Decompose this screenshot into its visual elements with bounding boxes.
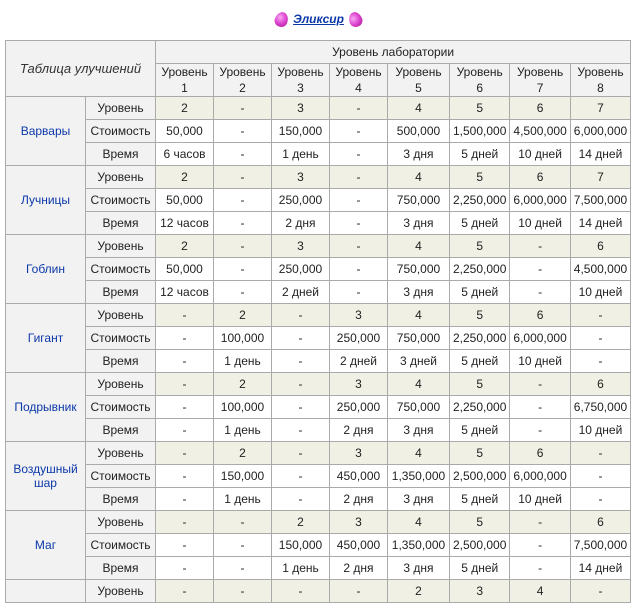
time-cell: -	[156, 419, 214, 442]
table-row	[6, 580, 631, 603]
level-cell: 4	[388, 511, 450, 534]
time-cell: -	[214, 212, 272, 235]
cost-cell: 250,000	[272, 258, 330, 281]
lab-level-word: Уровень	[456, 65, 503, 79]
cost-cell: -	[510, 258, 570, 281]
lab-level-2-header	[214, 64, 272, 97]
cost-cell: 750,000	[388, 396, 450, 419]
cost-cell: 7,500,000	[570, 534, 630, 557]
time-cell: 1 день	[214, 350, 272, 373]
row-label-time: Время	[86, 419, 156, 442]
time-cell: -	[510, 281, 570, 304]
cost-cell: 150,000	[272, 534, 330, 557]
level-cell: 2	[214, 304, 272, 327]
level-cell: -	[214, 580, 272, 603]
time-cell: -	[510, 419, 570, 442]
cost-cell: -	[214, 258, 272, 281]
level-cell: -	[214, 97, 272, 120]
lab-level-number: 6	[476, 81, 484, 95]
time-cell: 2 дней	[272, 281, 330, 304]
row-label-level: Уровень	[86, 235, 156, 258]
time-cell: 5 дней	[450, 281, 510, 304]
table-row	[6, 419, 631, 442]
cost-cell: -	[214, 120, 272, 143]
table-row	[6, 488, 631, 511]
lab-level-word: Уровень	[219, 65, 266, 79]
level-cell: 4	[388, 304, 450, 327]
cost-cell: -	[156, 534, 214, 557]
level-cell: -	[330, 97, 388, 120]
level-cell: 4	[388, 97, 450, 120]
cost-cell: -	[330, 189, 388, 212]
table-row	[6, 442, 631, 465]
time-cell: 14 дней	[570, 143, 630, 166]
cost-cell: 250,000	[330, 396, 388, 419]
time-cell: 5 дней	[450, 488, 510, 511]
cost-cell: -	[272, 396, 330, 419]
time-cell: -	[570, 488, 630, 511]
lab-level-number: 4	[355, 81, 362, 95]
table-row	[6, 373, 631, 396]
time-cell: 5 дней	[450, 350, 510, 373]
level-cell: 2	[272, 511, 330, 534]
cost-cell: -	[330, 258, 388, 281]
row-label-time: Время	[86, 212, 156, 235]
cost-cell: 6,000,000	[510, 327, 570, 350]
time-cell: 10 дней	[570, 281, 630, 304]
level-cell: -	[330, 235, 388, 258]
cost-cell: 4,500,000	[570, 258, 630, 281]
lab-level-header: Уровень лаборатории	[156, 41, 631, 64]
level-cell: -	[570, 442, 630, 465]
time-cell: 10 дней	[510, 143, 570, 166]
lab-level-7-header	[510, 64, 570, 97]
row-label-level: Уровень	[86, 373, 156, 396]
row-label-time: Время	[86, 281, 156, 304]
level-cell: -	[570, 304, 630, 327]
level-cell: 6	[510, 166, 570, 189]
level-cell: -	[510, 373, 570, 396]
table-row	[6, 258, 631, 281]
level-cell: -	[272, 580, 330, 603]
row-label-cost: Стоимость	[86, 396, 156, 419]
troop-name: Подрывник	[6, 373, 86, 442]
time-cell: 5 дней	[450, 557, 510, 580]
cost-cell: 750,000	[388, 258, 450, 281]
cost-cell: 7,500,000	[570, 189, 630, 212]
title-bar	[0, 0, 637, 38]
cost-cell: 500,000	[388, 120, 450, 143]
time-cell: -	[330, 281, 388, 304]
time-cell: -	[330, 143, 388, 166]
time-cell: 3 дня	[388, 281, 450, 304]
level-cell: 5	[450, 97, 510, 120]
cost-cell: 1,500,000	[450, 120, 510, 143]
time-cell: 10 дней	[510, 488, 570, 511]
cost-cell: -	[510, 396, 570, 419]
time-cell: -	[156, 557, 214, 580]
cost-cell: 6,000,000	[570, 120, 630, 143]
level-cell: -	[214, 235, 272, 258]
cost-cell: 2,500,000	[450, 534, 510, 557]
troop-name: Гигант	[6, 304, 86, 373]
cost-cell: 150,000	[272, 120, 330, 143]
level-cell: -	[570, 580, 630, 603]
time-cell: -	[510, 557, 570, 580]
lab-level-3-header	[272, 64, 330, 97]
time-cell: 3 дня	[388, 488, 450, 511]
time-cell: -	[214, 557, 272, 580]
cost-cell: 2,500,000	[450, 465, 510, 488]
row-label-level: Уровень	[86, 580, 156, 603]
table-row	[6, 534, 631, 557]
table-row	[6, 465, 631, 488]
cost-cell: -	[510, 534, 570, 557]
lab-level-number: 1	[181, 81, 188, 95]
level-cell: 6	[570, 511, 630, 534]
level-cell: 3	[450, 580, 510, 603]
table-corner-label: Таблица улучшений	[6, 41, 156, 97]
cost-cell: -	[156, 327, 214, 350]
level-cell: -	[330, 580, 388, 603]
lab-level-word: Уровень	[277, 65, 324, 79]
time-cell: -	[214, 281, 272, 304]
cost-cell: 750,000	[388, 327, 450, 350]
cost-cell: 50,000	[156, 258, 214, 281]
cost-cell: 100,000	[214, 396, 272, 419]
level-cell: 3	[330, 373, 388, 396]
lab-level-number: 8	[597, 81, 604, 95]
time-cell: 3 дней	[388, 350, 450, 373]
level-cell: 2	[156, 166, 214, 189]
cost-cell: 50,000	[156, 120, 214, 143]
lab-level-number: 7	[536, 81, 544, 95]
cost-cell: -	[570, 465, 630, 488]
time-cell: 2 дня	[330, 419, 388, 442]
level-cell: 5	[450, 235, 510, 258]
level-cell: 4	[388, 166, 450, 189]
level-cell: 2	[156, 97, 214, 120]
lab-level-number: 3	[297, 81, 304, 95]
lab-level-6-header	[450, 64, 510, 97]
level-cell: 2	[214, 442, 272, 465]
elixir-link[interactable]: Эликсир	[293, 12, 344, 26]
troop-name: Маг	[6, 511, 86, 580]
time-cell: 6 часов	[156, 143, 214, 166]
lab-level-word: Уровень	[335, 65, 382, 79]
level-cell: -	[214, 166, 272, 189]
row-label-time: Время	[86, 143, 156, 166]
time-cell: -	[272, 350, 330, 373]
level-cell: -	[272, 373, 330, 396]
cost-cell: -	[156, 465, 214, 488]
lab-level-number: 5	[415, 81, 422, 95]
time-cell: 1 день	[214, 419, 272, 442]
time-cell: 14 дней	[570, 212, 630, 235]
level-cell: 3	[330, 511, 388, 534]
time-cell: -	[570, 350, 630, 373]
lab-level-4-header	[330, 64, 388, 97]
cost-cell: 6,750,000	[570, 396, 630, 419]
level-cell: 4	[388, 235, 450, 258]
time-cell: 5 дней	[450, 143, 510, 166]
level-cell: 5	[450, 304, 510, 327]
level-cell: 3	[330, 304, 388, 327]
row-label-cost: Стоимость	[86, 534, 156, 557]
level-cell: 2	[214, 373, 272, 396]
row-label-cost: Стоимость	[86, 120, 156, 143]
time-cell: 1 день	[272, 557, 330, 580]
row-label-cost: Стоимость	[86, 327, 156, 350]
time-cell: -	[272, 419, 330, 442]
upgrade-table	[5, 40, 631, 603]
cost-cell: 450,000	[330, 534, 388, 557]
time-cell: 3 дня	[388, 557, 450, 580]
table-row	[6, 212, 631, 235]
lab-level-word: Уровень	[395, 65, 442, 79]
cost-cell: 2,250,000	[450, 327, 510, 350]
table-row	[6, 120, 631, 143]
table-row	[6, 97, 631, 120]
time-cell: 3 дня	[388, 419, 450, 442]
cost-cell: 450,000	[330, 465, 388, 488]
level-cell: 6	[570, 235, 630, 258]
level-cell: 5	[450, 511, 510, 534]
time-cell: 12 часов	[156, 212, 214, 235]
level-cell: 5	[450, 373, 510, 396]
lab-level-1-header	[156, 64, 214, 97]
level-cell: 6	[510, 304, 570, 327]
time-cell: 12 часов	[156, 281, 214, 304]
level-cell: 3	[272, 97, 330, 120]
time-cell: 10 дней	[510, 350, 570, 373]
cost-cell: 4,500,000	[510, 120, 570, 143]
level-cell: -	[330, 166, 388, 189]
level-cell: -	[156, 442, 214, 465]
row-label-time: Время	[86, 557, 156, 580]
row-label-time: Время	[86, 350, 156, 373]
troop-name	[6, 580, 86, 603]
level-cell: 7	[570, 166, 630, 189]
cost-cell: -	[214, 534, 272, 557]
troop-name: Гоблин	[6, 235, 86, 304]
cost-cell: -	[272, 465, 330, 488]
time-cell: 1 день	[272, 143, 330, 166]
level-cell: -	[214, 511, 272, 534]
cost-cell: 6,000,000	[510, 189, 570, 212]
time-cell: 10 дней	[570, 419, 630, 442]
troop-name: Воздушный шар	[6, 442, 86, 511]
time-cell: 14 дней	[570, 557, 630, 580]
time-cell: -	[156, 350, 214, 373]
cost-cell: 2,250,000	[450, 396, 510, 419]
row-label-level: Уровень	[86, 97, 156, 120]
cost-cell: 6,000,000	[510, 465, 570, 488]
cost-cell: 1,350,000	[388, 534, 450, 557]
elixir-drop-icon	[347, 10, 364, 29]
level-cell: 2	[156, 235, 214, 258]
table-row	[6, 396, 631, 419]
level-cell: -	[510, 511, 570, 534]
row-label-level: Уровень	[86, 511, 156, 534]
cost-cell: -	[330, 120, 388, 143]
level-cell: -	[156, 511, 214, 534]
time-cell: 2 дня	[330, 557, 388, 580]
time-cell: -	[214, 143, 272, 166]
level-cell: 5	[450, 442, 510, 465]
level-cell: 6	[570, 373, 630, 396]
row-label-cost: Стоимость	[86, 465, 156, 488]
table-row	[6, 235, 631, 258]
level-cell: -	[156, 304, 214, 327]
level-cell: -	[156, 580, 214, 603]
level-cell: 3	[272, 166, 330, 189]
lab-level-5-header	[388, 64, 450, 97]
table-row	[6, 166, 631, 189]
troop-name: Варвары	[6, 97, 86, 166]
cost-cell: -	[214, 189, 272, 212]
level-cell: 5	[450, 166, 510, 189]
level-cell: 4	[510, 580, 570, 603]
table-row	[6, 327, 631, 350]
cost-cell: 2,250,000	[450, 258, 510, 281]
cost-cell: 250,000	[272, 189, 330, 212]
row-label-cost: Стоимость	[86, 189, 156, 212]
level-cell: 6	[510, 442, 570, 465]
cost-cell: 100,000	[214, 327, 272, 350]
time-cell: 5 дней	[450, 212, 510, 235]
level-cell: 2	[388, 580, 450, 603]
time-cell: 2 дня	[272, 212, 330, 235]
cost-cell: 2,250,000	[450, 189, 510, 212]
row-label-time: Время	[86, 488, 156, 511]
table-row	[6, 557, 631, 580]
level-cell: 7	[570, 97, 630, 120]
level-cell: 3	[330, 442, 388, 465]
time-cell: 3 дня	[388, 212, 450, 235]
lab-level-word: Уровень	[516, 65, 564, 79]
table-row	[6, 511, 631, 534]
time-cell: 10 дней	[510, 212, 570, 235]
time-cell: -	[272, 488, 330, 511]
lab-level-word: Уровень	[161, 65, 208, 79]
time-cell: -	[156, 488, 214, 511]
table-row	[6, 350, 631, 373]
cost-cell: -	[570, 327, 630, 350]
cost-cell: -	[156, 396, 214, 419]
row-label-level: Уровень	[86, 442, 156, 465]
table-row	[6, 143, 631, 166]
time-cell: 3 дня	[388, 143, 450, 166]
cost-cell: 50,000	[156, 189, 214, 212]
level-cell: 4	[388, 442, 450, 465]
time-cell: 2 дней	[330, 350, 388, 373]
level-cell: 4	[388, 373, 450, 396]
row-label-level: Уровень	[86, 166, 156, 189]
cost-cell: 750,000	[388, 189, 450, 212]
level-cell: -	[272, 304, 330, 327]
table-row	[6, 281, 631, 304]
cost-cell: 250,000	[330, 327, 388, 350]
level-cell: -	[156, 373, 214, 396]
time-cell: 1 день	[214, 488, 272, 511]
time-cell: 5 дней	[450, 419, 510, 442]
troop-name: Лучницы	[6, 166, 86, 235]
lab-level-8-header	[570, 64, 630, 97]
time-cell: -	[330, 212, 388, 235]
level-cell: 3	[272, 235, 330, 258]
row-label-level: Уровень	[86, 304, 156, 327]
lab-level-number: 2	[239, 81, 246, 95]
level-cell: -	[272, 442, 330, 465]
lab-level-word: Уровень	[577, 65, 624, 79]
cost-cell: 150,000	[214, 465, 272, 488]
level-cell: -	[510, 235, 570, 258]
level-cell: 6	[510, 97, 570, 120]
cost-cell: -	[272, 327, 330, 350]
table-row	[6, 304, 631, 327]
table-row	[6, 189, 631, 212]
time-cell: 2 дня	[330, 488, 388, 511]
elixir-drop-icon	[273, 10, 290, 29]
row-label-cost: Стоимость	[86, 258, 156, 281]
cost-cell: 1,350,000	[388, 465, 450, 488]
